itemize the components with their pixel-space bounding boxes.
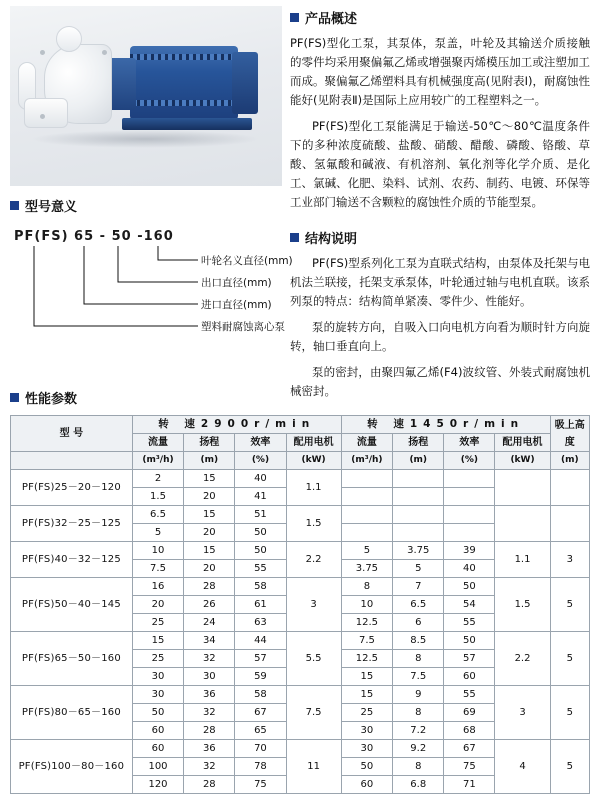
cell-2900-eff: 50 [235, 542, 286, 560]
table-row [11, 470, 590, 488]
cell-1450-head: 9.2 [393, 740, 444, 758]
cell-1450-eff [444, 524, 495, 542]
cell-1450-eff [444, 506, 495, 524]
cell-2900-flow: 6.5 [132, 506, 183, 524]
top-text-column [290, 0, 600, 398]
cell-1450-head: 3.75 [393, 542, 444, 560]
th-flow-label: 流量 [148, 437, 168, 448]
th-group-2900: 转 速2900r/min [132, 416, 341, 434]
cell-1450-motor: 1.5 [495, 578, 550, 632]
cell-1450-head [393, 506, 444, 524]
cell-2900-motor: 2.2 [286, 542, 341, 578]
cell-1450-motor: 4 [495, 740, 550, 794]
cell-2900-flow: 2 [132, 470, 183, 488]
cell-2900-head: 32 [184, 704, 235, 722]
structure-paragraph-3: 泵的密封，由聚四氟乙烯(F4)波纹管、外装式耐腐蚀机械密封。 [290, 365, 590, 398]
cell-1450-head: 7 [393, 578, 444, 596]
cell-2900-eff: 78 [235, 758, 286, 776]
cell-2900-eff: 50 [235, 524, 286, 542]
cell-1450-eff: 54 [444, 596, 495, 614]
cell-1450-head: 6 [393, 614, 444, 632]
th-eff-1450 [444, 434, 495, 452]
table-row [11, 632, 590, 650]
th-head-unit: (m) [393, 452, 444, 470]
th-eff-label: 效率 [250, 437, 271, 448]
cell-2900-eff: 41 [235, 488, 286, 506]
model-leader-lines [10, 246, 310, 364]
cell-suction-height: 5 [550, 578, 589, 632]
cell-1450-flow: 3.75 [341, 560, 392, 578]
cell-1450-flow: 30 [341, 740, 392, 758]
model-label-impeller-diameter: 叶轮名义直径(mm) [201, 255, 293, 267]
cell-1450-eff: 67 [444, 740, 495, 758]
cell-2900-head: 36 [184, 740, 235, 758]
cell-2900-eff: 67 [235, 704, 286, 722]
cell-2900-eff: 75 [235, 776, 286, 794]
overview-heading [290, 8, 590, 27]
th-units-blank [11, 452, 133, 470]
performance-table-body [11, 470, 590, 794]
cell-1450-head: 6.8 [393, 776, 444, 794]
cell-suction-height [550, 470, 589, 506]
cell-2900-eff: 70 [235, 740, 286, 758]
cell-1450-flow: 5 [341, 542, 392, 560]
cell-1450-head: 8 [393, 704, 444, 722]
cell-2900-flow: 7.5 [132, 560, 183, 578]
cell-1450-eff: 50 [444, 578, 495, 596]
cell-2900-flow: 100 [132, 758, 183, 776]
cell-2900-head: 30 [184, 668, 235, 686]
cell-1450-head: 5 [393, 560, 444, 578]
th-head-label: 扬程 [408, 437, 429, 448]
th-flow-unit: (m³/h) [341, 452, 392, 470]
performance-table [10, 415, 590, 794]
photo-shadow [30, 130, 260, 148]
th-eff-2900 [235, 434, 286, 452]
cell-1450-motor: 2.2 [495, 632, 550, 686]
cell-1450-flow: 50 [341, 758, 392, 776]
cell-2900-head: 28 [184, 722, 235, 740]
cell-1450-head [393, 524, 444, 542]
cell-suction-height: 5 [550, 686, 589, 740]
cell-2900-flow: 20 [132, 596, 183, 614]
cell-1450-motor: 1.1 [495, 542, 550, 578]
structure-paragraph-1: PF(FS)型系列化工泵为直联式结构，由泵体及托架与电机法兰联接，托架支承泵体，叶轮通过轴与电机直联。该系列泵的特点：结构简单紧凑、零件少、性能好。 [290, 256, 590, 308]
cell-model: PF(FS)50－40－145 [11, 578, 133, 632]
cell-1450-flow [341, 524, 392, 542]
cell-1450-flow: 12.5 [341, 650, 392, 668]
th-flow-label: 流量 [356, 437, 377, 448]
cell-2900-head: 26 [184, 596, 235, 614]
cell-2900-head: 28 [184, 776, 235, 794]
table-row [11, 740, 590, 758]
cell-2900-flow: 15 [132, 632, 183, 650]
th-motor-unit: (kW) [495, 452, 550, 470]
cell-2900-head: 15 [184, 470, 235, 488]
table-row [11, 506, 590, 524]
cell-2900-head: 36 [184, 686, 235, 704]
cell-2900-flow: 50 [132, 704, 183, 722]
cell-1450-head [393, 470, 444, 488]
cell-1450-flow: 15 [341, 668, 392, 686]
th-motor-2900 [286, 434, 341, 452]
cell-2900-head: 15 [184, 506, 235, 524]
cell-suction-height: 5 [550, 632, 589, 686]
table-header-row-units [11, 452, 590, 470]
motor-base [122, 118, 252, 130]
pump-top-cap [56, 26, 82, 52]
th-suction-unit: (m) [550, 452, 589, 470]
cell-2900-eff: 51 [235, 506, 286, 524]
cell-2900-motor: 11 [286, 740, 341, 794]
cell-1450-eff: 60 [444, 668, 495, 686]
cell-2900-flow: 1.5 [132, 488, 183, 506]
cell-2900-head: 20 [184, 488, 235, 506]
product-photo [10, 6, 282, 186]
model-meaning-heading [10, 196, 310, 215]
th-motor-unit: (kW) [286, 452, 341, 470]
cell-suction-height [550, 506, 589, 542]
cell-1450-eff: 71 [444, 776, 495, 794]
overview-paragraph-2: PF(FS)型化工泵能满足于输送-50℃～80℃温度条件下的多种浓度硫酸、盐酸、硝酸、醋酸、磷酸、铬酸、草酸、氢氟酸和碱液、有机溶剂、氧化剂等化学介质、是化工、氯碱、化肥、染料、试剂、农药、制药、电镀、环保等工业部门输送不含颗粒的腐蚀性介质的节能型泵。 [290, 119, 590, 209]
th-eff-label: 效率 [459, 437, 480, 448]
cell-2900-flow: 60 [132, 722, 183, 740]
model-code: PF(FS) 65 - 50 -160 [14, 229, 174, 244]
cell-1450-flow: 8 [341, 578, 392, 596]
cell-1450-head [393, 488, 444, 506]
motor-fan-cover [232, 52, 258, 114]
cell-2900-eff: 58 [235, 578, 286, 596]
th-motor-label: 配用电机 [293, 437, 334, 448]
cell-1450-motor [495, 506, 550, 542]
cell-2900-eff: 59 [235, 668, 286, 686]
cell-1450-motor [495, 470, 550, 506]
cell-model: PF(FS)100－80－160 [11, 740, 133, 794]
square-bullet-icon [290, 13, 299, 22]
model-label-pump-type: 塑料耐腐蚀离心泵 [201, 321, 285, 333]
motor-body [130, 46, 238, 120]
th-suction-height [550, 416, 589, 452]
cell-1450-eff: 55 [444, 614, 495, 632]
cell-1450-flow: 10 [341, 596, 392, 614]
th-eff-unit: (%) [444, 452, 495, 470]
cell-2900-motor: 7.5 [286, 686, 341, 740]
performance-heading-label: 性能参数 [25, 392, 78, 407]
cell-2900-eff: 65 [235, 722, 286, 740]
table-row [11, 686, 590, 704]
th-model: 型 号 [11, 416, 133, 452]
overview-paragraph-1: PF(FS)型化工泵，其泵体，泵盖，叶轮及其输送介质接触的零件均采用聚偏氟乙烯或增强聚丙烯模压加工或注塑加工而成。聚偏氟乙烯塑料具有机械强度高(见附表Ⅰ)，耐腐蚀性能好(见附表Ⅱ)是国际上应用较广的工程塑料之一。 [290, 36, 590, 107]
cell-2900-eff: 44 [235, 632, 286, 650]
cell-2900-head: 24 [184, 614, 235, 632]
th-head-1450 [393, 434, 444, 452]
table-header-row-1 [11, 416, 590, 434]
model-label-inlet-diameter: 进口直径(mm) [201, 299, 272, 311]
cell-2900-head: 32 [184, 758, 235, 776]
cell-1450-flow: 25 [341, 704, 392, 722]
cell-2900-motor: 1.5 [286, 506, 341, 542]
performance-section [10, 388, 590, 794]
structure-heading [290, 228, 590, 247]
cell-1450-head: 8.5 [393, 632, 444, 650]
cell-1450-eff [444, 470, 495, 488]
cell-2900-flow: 30 [132, 686, 183, 704]
cell-2900-flow: 16 [132, 578, 183, 596]
bolt-icon [40, 50, 45, 55]
cell-2900-eff: 57 [235, 650, 286, 668]
cell-2900-eff: 61 [235, 596, 286, 614]
cell-1450-head: 7.2 [393, 722, 444, 740]
pump-discharge-port [24, 98, 68, 128]
cell-2900-flow: 25 [132, 650, 183, 668]
cell-1450-eff [444, 488, 495, 506]
th-motor-1450 [495, 434, 550, 452]
cell-1450-eff: 75 [444, 758, 495, 776]
table-row [11, 578, 590, 596]
model-label-outlet-diameter: 出口直径(mm) [201, 277, 272, 289]
square-bullet-icon [10, 201, 19, 210]
th-head-2900 [184, 434, 235, 452]
cell-model: PF(FS)80－65－160 [11, 686, 133, 740]
th-flow-unit: (m³/h) [132, 452, 183, 470]
cell-2900-head: 15 [184, 542, 235, 560]
cell-1450-eff: 39 [444, 542, 495, 560]
cell-2900-motor: 3 [286, 578, 341, 632]
cell-2900-head: 32 [184, 650, 235, 668]
performance-heading [10, 388, 590, 407]
cell-2900-head: 28 [184, 578, 235, 596]
model-meaning-section [10, 196, 310, 364]
th-flow-1450 [341, 434, 392, 452]
th-flow-2900 [132, 434, 183, 452]
th-group-1450: 转 速1450r/min [341, 416, 550, 434]
cell-1450-flow: 15 [341, 686, 392, 704]
cell-2900-flow: 30 [132, 668, 183, 686]
bolt-icon [102, 50, 107, 55]
cell-1450-flow [341, 488, 392, 506]
square-bullet-icon [10, 393, 19, 402]
overview-heading-label: 产品概述 [305, 12, 358, 27]
cell-1450-eff: 69 [444, 704, 495, 722]
cell-1450-flow: 12.5 [341, 614, 392, 632]
cell-suction-height: 5 [550, 740, 589, 794]
cell-2900-head: 20 [184, 560, 235, 578]
table-row [11, 542, 590, 560]
th-head-label: 扬程 [199, 437, 220, 448]
cell-2900-flow: 60 [132, 740, 183, 758]
product-photo-wrap [0, 0, 290, 190]
cell-1450-flow: 60 [341, 776, 392, 794]
cell-model: PF(FS)25－20－120 [11, 470, 133, 506]
performance-table-head [11, 416, 590, 470]
cell-2900-flow: 25 [132, 614, 183, 632]
cell-2900-flow: 5 [132, 524, 183, 542]
cell-2900-motor: 1.1 [286, 470, 341, 506]
cell-2900-motor: 5.5 [286, 632, 341, 686]
cell-2900-eff: 58 [235, 686, 286, 704]
cell-1450-eff: 57 [444, 650, 495, 668]
th-motor-label: 配用电机 [502, 437, 543, 448]
cell-2900-head: 20 [184, 524, 235, 542]
cell-1450-head: 6.5 [393, 596, 444, 614]
th-head-unit: (m) [184, 452, 235, 470]
cell-model: PF(FS)65－50－160 [11, 632, 133, 686]
cell-1450-head: 7.5 [393, 668, 444, 686]
cell-model: PF(FS)32－25－125 [11, 506, 133, 542]
cell-1450-flow: 30 [341, 722, 392, 740]
cell-1450-eff: 68 [444, 722, 495, 740]
cell-2900-eff: 55 [235, 560, 286, 578]
cell-1450-head: 8 [393, 650, 444, 668]
cell-1450-eff: 40 [444, 560, 495, 578]
structure-paragraph-2: 泵的旋转方向，自吸入口向电机方向看为顺时针方向旋转，轴口垂直向上。 [290, 320, 590, 353]
cell-2900-head: 34 [184, 632, 235, 650]
cell-1450-motor: 3 [495, 686, 550, 740]
cell-1450-flow [341, 506, 392, 524]
cell-1450-flow [341, 470, 392, 488]
th-eff-unit: (%) [235, 452, 286, 470]
cell-2900-eff: 40 [235, 470, 286, 488]
bolt-icon [40, 114, 45, 119]
model-meaning-heading-label: 型号意义 [25, 200, 78, 215]
structure-heading-label: 结构说明 [305, 232, 358, 247]
th-suction-label: 吸上高度 [554, 419, 585, 448]
cell-1450-eff: 55 [444, 686, 495, 704]
cell-2900-flow: 120 [132, 776, 183, 794]
cell-suction-height: 3 [550, 542, 589, 578]
cell-1450-head: 9 [393, 686, 444, 704]
cell-1450-flow: 7.5 [341, 632, 392, 650]
cell-1450-eff: 50 [444, 632, 495, 650]
cell-2900-flow: 10 [132, 542, 183, 560]
cell-1450-head: 8 [393, 758, 444, 776]
cell-2900-eff: 63 [235, 614, 286, 632]
cell-model: PF(FS)40－32－125 [11, 542, 133, 578]
